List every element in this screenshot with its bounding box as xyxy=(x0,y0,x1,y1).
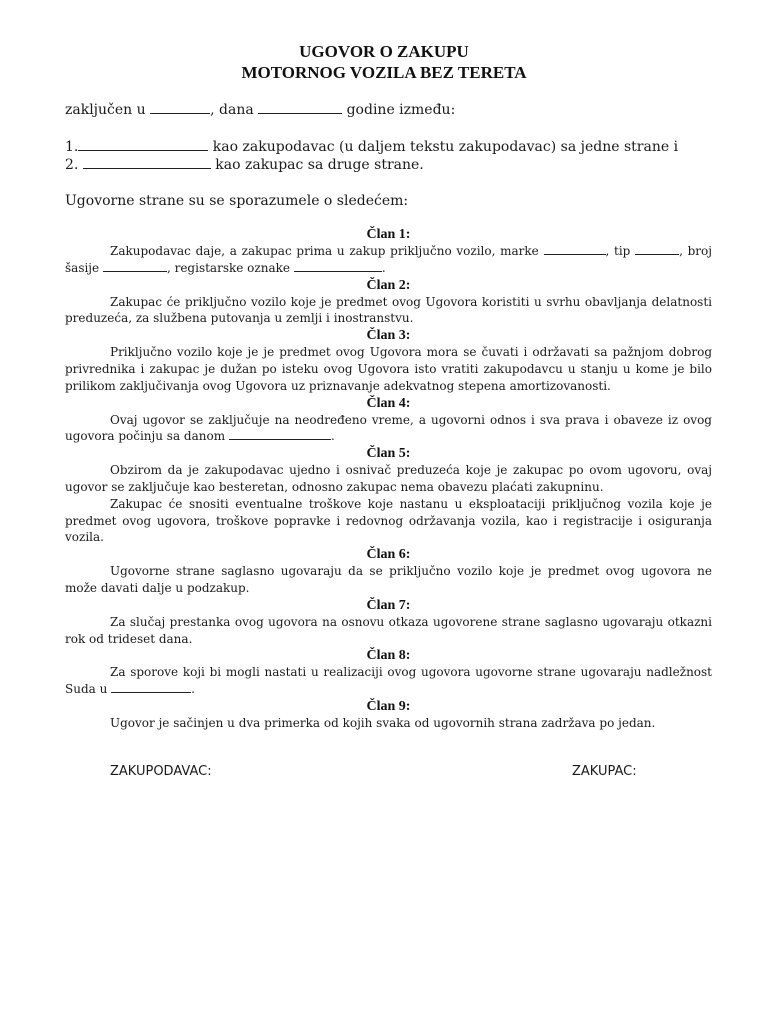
intro-place-date-line xyxy=(65,100,455,119)
article-9-heading: Član 9: xyxy=(366,698,411,714)
intro-text: , dana xyxy=(210,102,254,118)
article-3-paragraph: Priključno vozilo koje je je predmet ovog Ugovora mora se čuvati i održavati sa pažnjom dobrog privrednika i zakupac je dužan po isteku ovog Ugovora isto vratiti zakupodavcu u stanju u kome je bilo prilikom zaključivanja ovog Ugovora uz priznavanje adekvatnog stepena amortizovanosti. xyxy=(65,345,712,393)
article-text: . xyxy=(381,260,386,275)
intro-party-2-line xyxy=(65,155,424,174)
party-2-blank xyxy=(83,155,211,169)
article-text: . xyxy=(330,429,335,444)
chassis-blank xyxy=(103,260,167,272)
intro-text: godine između: xyxy=(346,102,456,118)
place-blank xyxy=(150,100,210,114)
article-9-paragraph: Ugovor je sačinjen u dva primerka od kojih svaka od ugovornih strana zadržava po jedan. xyxy=(110,715,656,730)
type-blank xyxy=(635,243,679,255)
date-blank xyxy=(258,100,342,114)
article-5-paragraph-2: Zakupac će snositi eventualne troškove koje nastanu u eksploataciji priključnog vozila koje je predmet ovog ugovora, troškove popravke i redovnog održavanja vozila, kao i registracije i osiguranja vozila. xyxy=(65,496,712,545)
court-blank xyxy=(111,681,191,693)
article-7-paragraph: Za slučaj prestanka ovog ugovora na osnovu otkaza ugovorene strane saglasno ugovaraju otkazni rok od trideset dana. xyxy=(65,614,712,646)
article-6-heading: Član 6: xyxy=(366,547,411,563)
party-number: 1. xyxy=(65,139,79,155)
intro-text: kao zakupodavac (u daljem tekstu zakupodavac) sa jedne strane i xyxy=(208,139,679,155)
article-8-paragraph xyxy=(65,664,712,698)
document-title-line-1: UGOVOR O ZAKUPU xyxy=(299,42,469,61)
signature-label-lessee: ZAKUPAC: xyxy=(572,764,637,779)
article-7-heading: Član 7: xyxy=(366,597,411,613)
brand-blank xyxy=(544,243,606,255)
intro-agreement-line: Ugovorne strane su se sporazumele o sledećem: xyxy=(65,193,409,209)
articles-section xyxy=(65,226,712,732)
start-date-blank xyxy=(229,428,331,440)
intro-party-1-line xyxy=(65,137,678,156)
article-4-paragraph xyxy=(65,412,712,446)
article-text: Zakupodavac daje, a zakupac prima u zakup priključno vozilo, marke xyxy=(110,244,539,258)
article-2-paragraph: Zakupac će priključno vozilo koje je predmet ovog Ugovora koristiti u svrhu obavljanja delatnosti preduzeća, za službena putovanja u zemlji i inostranstvu. xyxy=(65,294,712,326)
document-title-line-2: MOTORNOG VOZILA BEZ TERETA xyxy=(241,63,527,82)
article-6-paragraph: Ugovorne strane saglasno ugovaraju da se priključno vozilo koje je predmet ovog ugovora ne može davati dalje u podzakup. xyxy=(65,564,712,595)
article-text: Ovaj ugovor se zaključuje na neodređeno vreme, a ugovorni odnos i sva prava i obaveze iz ovog ugovora počinju sa danom xyxy=(65,412,712,444)
article-text: , registarske oznake xyxy=(166,260,290,275)
article-8-heading: Član 8: xyxy=(366,648,411,664)
registration-blank xyxy=(294,260,382,272)
article-5-heading: Član 5: xyxy=(366,446,411,462)
article-1-heading: Član 1: xyxy=(366,227,411,242)
signature-label-lessor: ZAKUPODAVAC: xyxy=(110,764,212,779)
article-2-heading: Član 2: xyxy=(366,277,411,293)
article-3-heading: Član 3: xyxy=(366,328,411,344)
article-text: Za sporove koji bi mogli nastati u realizaciji ovog ugovora ugovorne strane ugovaraju nadležnost Suda u xyxy=(65,665,712,697)
party-number: 2. xyxy=(65,157,79,173)
article-4-heading: Član 4: xyxy=(366,395,411,411)
article-1-paragraph xyxy=(65,243,712,277)
intro-text: kao zakupac sa druge strane. xyxy=(210,157,424,173)
intro-text: zaključen u xyxy=(65,102,146,118)
party-1-blank xyxy=(78,137,208,151)
article-5-paragraph-1: Obzirom da je zakupodavac ujedno i osnivač preduzeća koje je zakupac po ovom ugovoru, ovaj ugovor se zaključuje kao besteretan, odnosno zakupac nema obavezu plaćati zakupninu. xyxy=(65,463,712,494)
article-text: . xyxy=(191,682,195,697)
article-text: , broj šasije xyxy=(65,244,712,275)
article-text: , tip xyxy=(605,244,631,258)
